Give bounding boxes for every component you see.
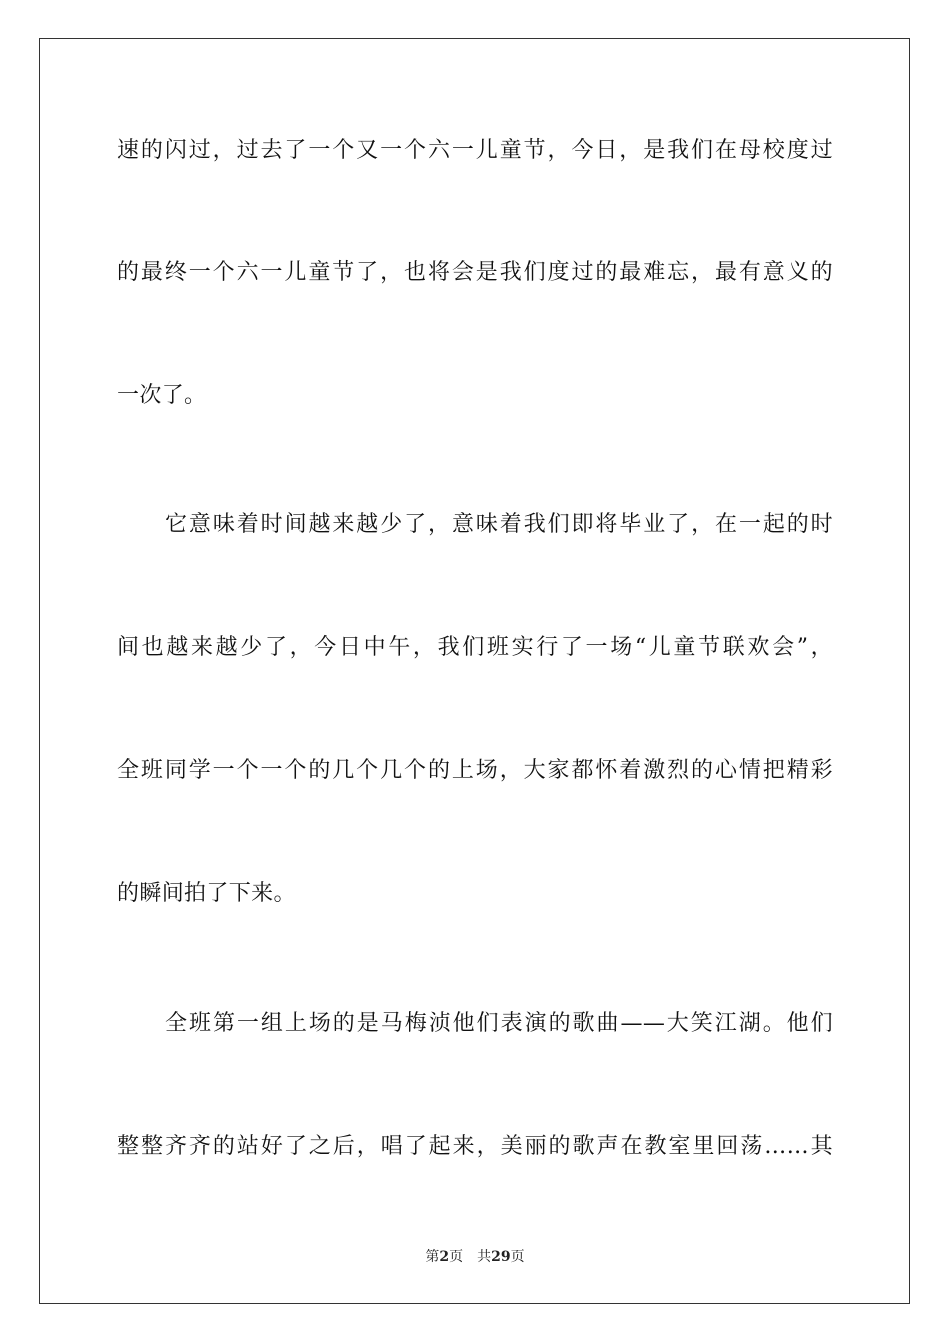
total-prefix: 共 — [477, 1249, 492, 1265]
page-suffix: 页 — [449, 1249, 464, 1265]
total-pages-number: 29 — [491, 1249, 511, 1265]
page-prefix: 第 — [425, 1249, 440, 1265]
paragraph-3-line-1: 全班第一组上场的是马梅浈他们表演的歌曲——大笑江湖。他们 — [165, 1011, 833, 1036]
paragraph-2-line-2: 间也越来越少了，今日中午，我们班实行了一场“儿童节联欢会”， — [117, 635, 833, 660]
page-border — [39, 38, 910, 1304]
current-page-number: 2 — [439, 1249, 450, 1265]
paragraph-1-line-2: 的最终一个六一儿童节了，也将会是我们度过的最难忘，最有意义的 — [117, 260, 833, 285]
paragraph-2-line-3: 全班同学一个一个的几个几个的上场，大家都怀着激烈的心情把精彩 — [117, 758, 833, 783]
paragraph-3-line-2: 整整齐齐的站好了之后，唱了起来，美丽的歌声在教室里回荡……其 — [117, 1134, 833, 1159]
page-footer — [0, 1248, 950, 1266]
paragraph-2-line-4: 的瞬间拍了下来。 — [117, 881, 296, 906]
paragraph-2-line-1: 它意味着时间越来越少了，意味着我们即将毕业了，在一起的时 — [165, 512, 833, 537]
total-suffix: 页 — [510, 1249, 525, 1265]
paragraph-1-line-3: 一次了。 — [117, 383, 207, 408]
paragraph-1-line-1: 速的闪过，过去了一个又一个六一儿童节，今日，是我们在母校度过 — [117, 138, 833, 163]
